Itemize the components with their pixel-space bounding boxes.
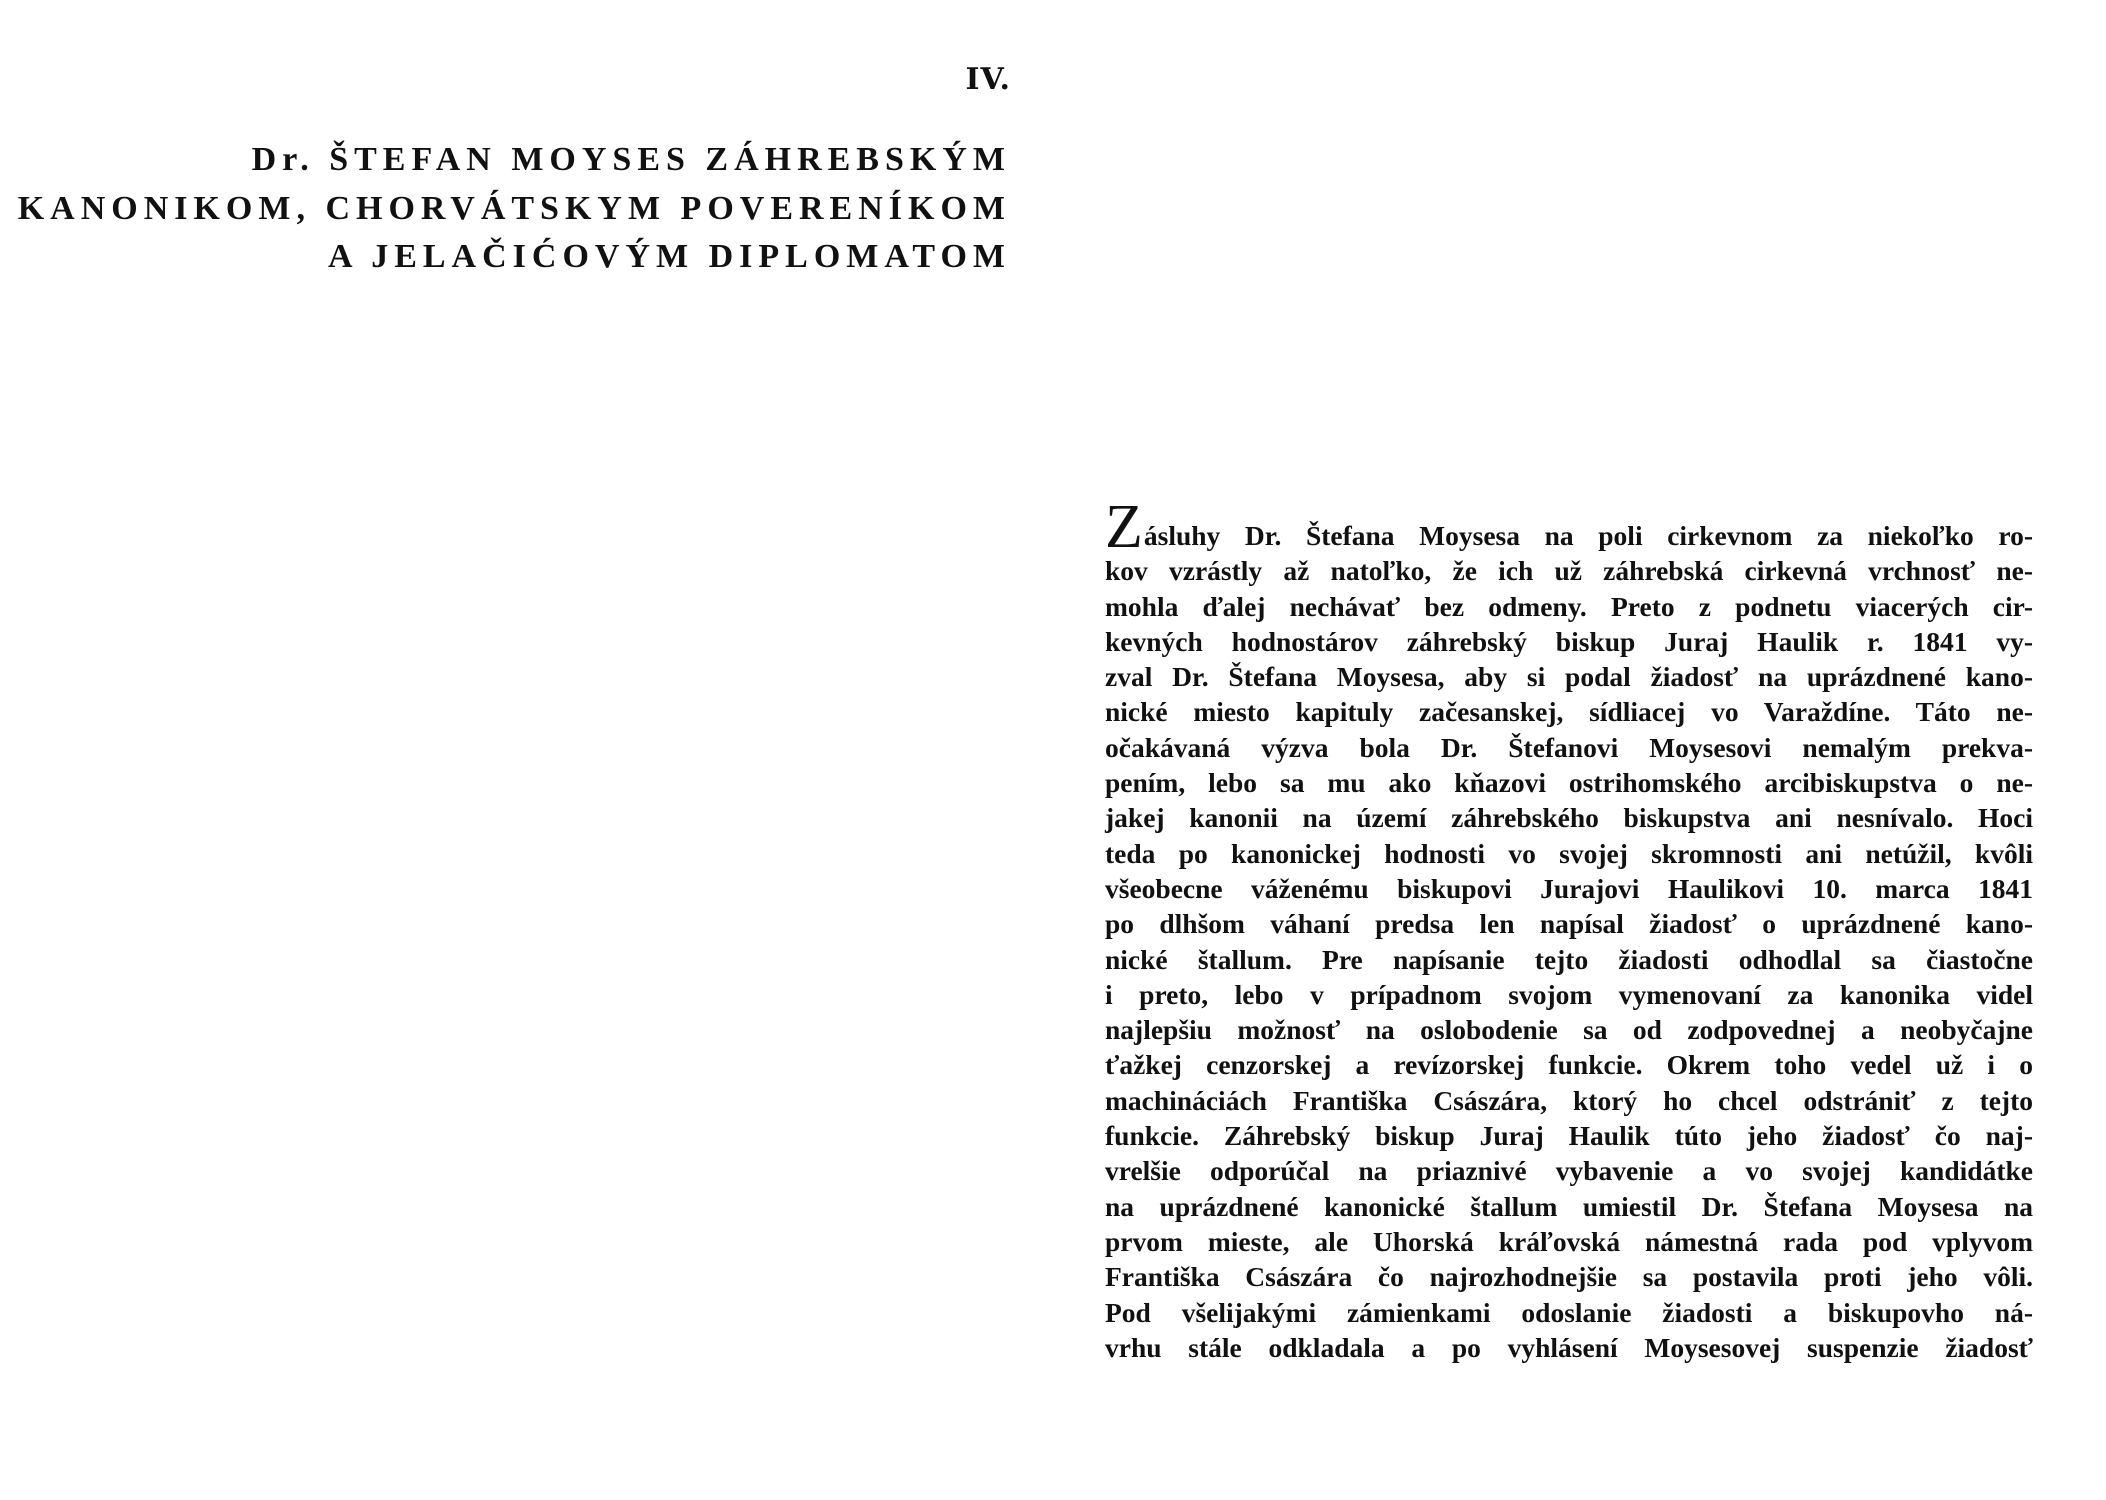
- paragraph-line: funkcie. Záhrebský biskup Juraj Haulik túto jeho žiadosť čo naj-: [1105, 1120, 2033, 1152]
- drop-cap: Z: [1105, 493, 1143, 561]
- paragraph-line: na uprázdnené kanonické štallum umiestil Dr. Štefana Moysesa na: [1105, 1190, 2033, 1222]
- body-paragraph: [1105, 493, 2033, 1365]
- paragraph-line: kov vzrástly až natoľko, že ich už záhrebská cirkevná vrchnosť ne-: [1105, 555, 2033, 587]
- paragraph-line: najlepšiu možnosť na oslobodenie sa od zodpovednej a neobyčajne: [1105, 1014, 2033, 1046]
- paragraph-line: po dlhšom váhaní predsa len napísal žiadosť o uprázdnené kano-: [1105, 908, 2033, 940]
- paragraph-line: Pod všelijakými zámienkami odoslanie žiadosti a biskupovho ná-: [1105, 1296, 2033, 1328]
- paragraph-line: nické štallum. Pre napísanie tejto žiadosti odhodlal sa čiastočne: [1105, 943, 2033, 975]
- paragraph-line: všeobecne váženému biskupovi Jurajovi Haulikovi 10. marca 1841: [1105, 872, 2033, 904]
- paragraph-line: nické miesto kapituly začesanskej, sídliacej vo Varaždíne. Táto ne-: [1105, 696, 2033, 728]
- chapter-title-line: KANONIKOM, CHORVÁTSKYM POVERENÍKOM: [17, 189, 1011, 227]
- paragraph-line: kevných hodnostárov záhrebský biskup Juraj Haulik r. 1841 vy-: [1105, 625, 2033, 657]
- paragraph-line: prvom mieste, ale Uhorská kráľovská námestná rada pod vplyvom: [1105, 1225, 2033, 1257]
- paragraph-line: vrhu stále odkladala a po vyhlásení Moysesovej suspenzie žiadosť: [1105, 1331, 2033, 1363]
- paragraph-first-line: [1105, 493, 2033, 561]
- paragraph-line: pením, lebo sa mu ako kňazovi ostrihomského arcibiskupstva o ne-: [1105, 767, 2033, 799]
- paragraph-line: vrelšie odporúčal na priaznivé vybavenie a vo svojej kandidátke: [1105, 1155, 2033, 1187]
- chapter-number: IV.: [965, 62, 1011, 97]
- chapter-title-line: Dr. ŠTEFAN MOYSES ZÁHREBSKÝM: [251, 141, 1011, 178]
- first-line-text: ásluhy Dr. Štefana Moysesa na poli cirkevnom za niekoľko ro-: [1143, 520, 2033, 551]
- paragraph-line: ťažkej cenzorskej a revízorskej funkcie. Okrem toho vedel už i o: [1105, 1049, 2033, 1081]
- paragraph-line: teda po kanonickej hodnosti vo svojej skromnosti ani netúžil, kvôli: [1105, 837, 2033, 869]
- paragraph-line: mohla ďalej nechávať bez odmeny. Preto z podnetu viacerých cir-: [1105, 590, 2033, 622]
- chapter-title: [11, 136, 1011, 282]
- paragraph-line: machináciách Františka Császára, ktorý ho chcel odstrániť z tejto: [1105, 1084, 2033, 1116]
- paragraph-line: Františka Császára čo najrozhodnejšie sa postavila proti jeho vôli.: [1105, 1261, 2033, 1293]
- paragraph-line: zval Dr. Štefana Moysesa, aby si podal žiadosť na uprázdnené kano-: [1105, 661, 2033, 693]
- chapter-title-line: A JELAČIĆOVÝM DIPLOMATOM: [328, 238, 1011, 275]
- paragraph-line: očakávaná výzva bola Dr. Štefanovi Moysesovi nemalým prekva-: [1105, 731, 2033, 763]
- paragraph-line: i preto, lebo v prípadnom svojom vymenovaní za kanonika videl: [1105, 978, 2033, 1010]
- right-page: [1053, 0, 2106, 1500]
- paragraph-line: jakej kanonii na území záhrebského biskupstva ani nesnívalo. Hoci: [1105, 802, 2033, 834]
